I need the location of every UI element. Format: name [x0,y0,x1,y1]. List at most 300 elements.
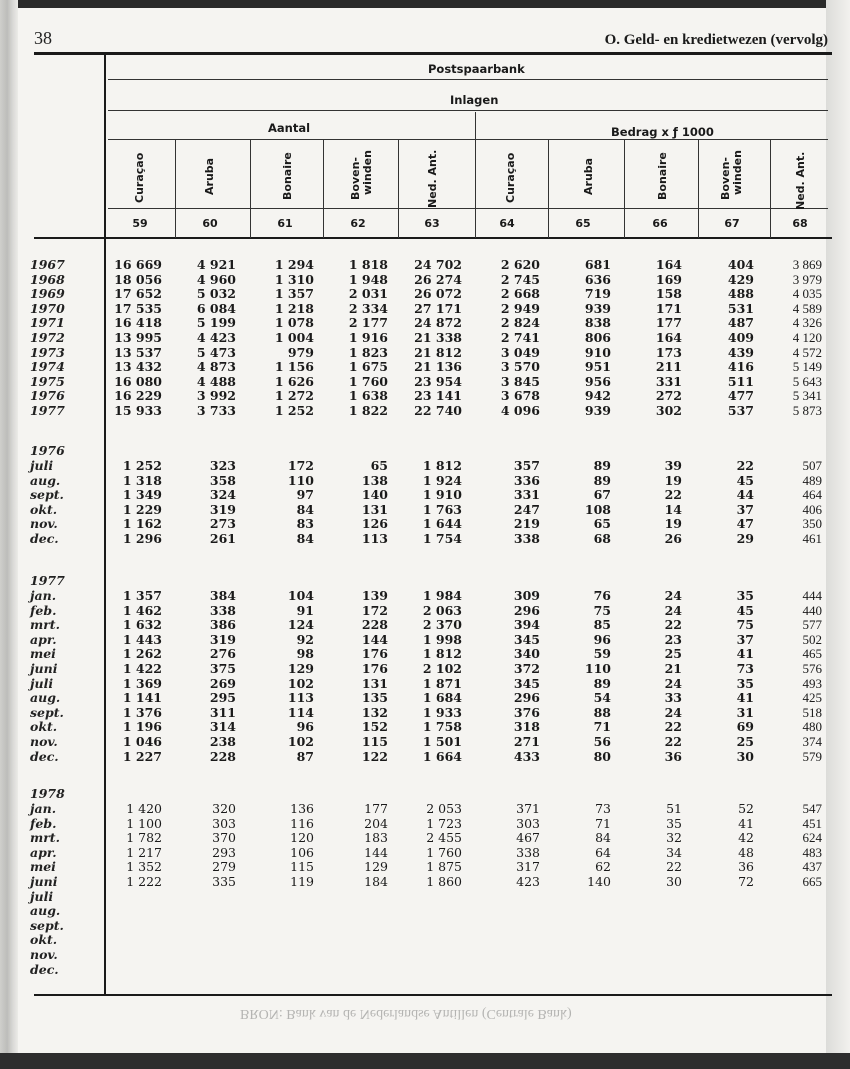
table-cell: 85 [593,617,611,633]
col-divider [624,140,625,238]
table-cell: 31 [736,704,754,720]
table-cell: 75 [736,617,754,633]
table-cell: 69 [736,719,754,735]
table-cell: 1 875 [426,859,462,875]
table-cell: 84 [296,501,314,517]
table-cell: 129 [364,859,388,875]
table-cell: 106 [290,844,314,860]
table-cell: 302 [655,403,682,418]
header-postspaarbank: Postspaarbank [428,62,525,76]
table-cell: 5 473 [196,344,236,360]
header-inlagen: Inlagen [450,93,499,107]
table-cell: 102 [287,675,314,691]
table-cell: 1 217 [126,844,162,860]
row-label: apr. [30,631,57,647]
table-cell: 144 [364,844,388,860]
col-divider [398,140,399,238]
table-cell: 25 [736,734,754,749]
table-cell: 27 171 [414,300,462,316]
col-label-curacao-bedrag: Curaçao [504,152,517,203]
table-cell: 64 [595,844,611,860]
table-cell: 1 156 [274,359,314,375]
table-cell: 80 [593,748,611,764]
col-label-curacao-aantal: Curaçao [133,152,146,203]
table-cell: 136 [290,801,314,816]
table-cell: 238 [209,734,236,749]
table-cell: 89 [593,675,611,691]
table-cell: 296 [513,690,540,706]
table-cell: 176 [361,646,388,662]
table-cell: 56 [593,734,611,749]
table-cell: 22 [666,859,682,875]
table-cell: 5 873 [792,403,822,418]
table-cell: 507 [802,458,822,473]
row-label: okt. [30,501,58,517]
row-label: aug. [30,472,61,488]
table-cell: 293 [212,844,236,860]
table-cell: 13 432 [114,359,162,375]
col-label-bonaire-bedrag: Bonaire [656,152,669,200]
table-cell: 42 [738,830,754,846]
table-cell: 102 [287,734,314,749]
table-cell: 350 [802,516,822,532]
table-cell: 13 537 [114,344,162,360]
row-label: nov. [30,516,58,532]
table-cell: 467 [516,830,540,846]
table-cell: 83 [296,516,314,532]
table-cell: 276 [209,646,236,662]
row-label: 1967 [30,257,65,272]
table-cell: 331 [513,487,540,503]
table-cell: 131 [361,501,388,517]
table-cell: 319 [209,631,236,647]
table-cell: 425 [802,690,822,706]
table-cell: 404 [727,257,754,272]
table-cell: 406 [802,501,822,517]
table-cell: 376 [513,704,540,720]
row-label: sept. [30,487,64,503]
col-label-bovenwinden-bedrag-2: winden [731,150,744,195]
row-label: feb. [30,602,57,618]
table-cell: 319 [209,501,236,517]
table-cell: 122 [361,748,388,764]
table-cell: 73 [736,661,754,676]
table-cell: 126 [361,516,388,532]
table-cell: 1 318 [122,472,162,488]
table-cell: 37 [736,501,754,517]
table-cell: 1 352 [126,859,162,875]
table-cell: 26 072 [414,286,462,302]
col-divider [323,140,324,238]
table-cell: 172 [287,458,314,473]
table-cell: 1 782 [126,830,162,846]
table-cell: 1 812 [422,646,462,662]
table-cell: 132 [361,704,388,720]
table-cell: 518 [802,704,822,720]
table-cell: 41 [736,690,754,706]
row-label: juni [30,874,58,889]
table-cell: 13 995 [114,330,162,345]
table-cell: 939 [584,403,611,418]
table-cell: 2 053 [426,801,462,816]
table-cell: 1 822 [348,403,388,418]
table-cell: 1 760 [348,373,388,389]
table-cell: 1 227 [122,748,162,764]
table-cell: 35 [666,815,682,831]
table-cell: 279 [212,859,236,875]
table-cell: 184 [364,874,388,889]
table-cell: 2 031 [348,286,388,302]
col-number: 62 [350,217,366,230]
table-cell: 5 199 [196,315,236,331]
table-cell: 1 294 [274,257,314,272]
table-cell: 5 643 [792,373,822,389]
table-cell: 1 933 [422,704,462,720]
header-bottom-rule [34,237,832,239]
table-cell: 269 [209,675,236,691]
table-cell: 21 [664,661,682,676]
col-label-bovenwinden-aantal-2: winden [361,150,374,195]
table-cell: 104 [287,588,314,603]
row-label: aug. [30,903,61,919]
table-cell: 296 [513,602,540,618]
table-cell: 314 [209,719,236,735]
table-cell: 338 [209,602,236,618]
table-cell: 1 501 [422,734,462,749]
table-cell: 113 [361,531,388,546]
table-cell: 119 [290,874,314,889]
table-cell: 335 [212,874,236,889]
table-cell: 681 [584,257,611,272]
table-cell: 3 678 [500,388,540,404]
table-cell: 624 [802,830,822,846]
table-cell: 247 [513,501,540,517]
section-year-label: 1976 [30,443,65,459]
table-cell: 531 [727,300,754,316]
table-cell: 140 [587,874,611,889]
table-cell: 88 [593,704,611,720]
table-cell: 4 873 [196,359,236,375]
row-label: juli [30,458,54,473]
table-cell: 295 [209,690,236,706]
table-cell: 110 [584,661,611,676]
table-cell: 1 218 [274,300,314,316]
table-cell: 951 [584,359,611,375]
table-cell: 4 120 [792,330,822,345]
table-cell: 173 [655,344,682,360]
table-cell: 21 812 [414,344,462,360]
table-cell: 1 910 [422,487,462,503]
table-cell: 84 [296,531,314,546]
table-cell: 177 [655,315,682,331]
header-aantal: Aantal [268,121,311,135]
table-cell: 45 [736,472,754,488]
col-number: 65 [575,217,591,230]
table-cell: 4 572 [792,344,822,360]
table-cell: 374 [802,734,822,749]
table-cell: 71 [595,815,611,831]
table-cell: 1 684 [422,690,462,706]
table-cell: 16 080 [114,373,162,389]
table-cell: 19 [664,472,682,488]
table-cell: 2 741 [500,330,540,345]
row-label: nov. [30,734,58,749]
header-bedrag: Bedrag x ƒ 1000 [611,125,714,139]
table-cell: 228 [361,617,388,633]
table-cell: 152 [361,719,388,735]
col-number: 68 [792,217,808,230]
table-cell: 1 046 [122,734,162,749]
table-cell: 129 [287,661,314,676]
col-divider [175,140,176,238]
table-cell: 32 [666,830,682,846]
table-cell: 26 274 [414,271,462,287]
table-cell: 719 [584,286,611,302]
table-cell: 942 [584,388,611,404]
table-cell: 3 979 [792,271,822,287]
row-label: 1976 [30,388,65,404]
table-cell: 320 [212,801,236,816]
table-cell: 806 [584,330,611,345]
table-cell: 22 [664,617,682,633]
table-cell: 3 733 [196,403,236,418]
table-cell: 1 644 [422,516,462,532]
table-cell: 1 296 [122,531,162,546]
facing-page-edge [826,0,850,1069]
row-label: 1973 [30,344,65,360]
table-cell: 303 [212,815,236,831]
table-cell: 370 [212,830,236,846]
col-label-bonaire-aantal: Bonaire [281,152,294,200]
table-cell: 144 [361,631,388,647]
table-cell: 371 [516,801,540,816]
table-cell: 311 [209,704,236,720]
col-label-nedant-bedrag: Ned. Ant. [794,151,807,210]
table-cell: 1 357 [122,588,162,603]
table-cell: 164 [655,330,682,345]
table-cell: 4 423 [196,330,236,345]
table-cell: 115 [290,859,314,875]
table-cell: 1 916 [348,330,388,345]
table-cell: 30 [666,874,682,889]
table-cell: 1 758 [422,719,462,735]
table-cell: 62 [595,859,611,875]
table-cell: 331 [655,373,682,389]
header-rule-3 [108,139,828,140]
col-label-aruba-aantal: Aruba [203,157,216,195]
table-cell: 1 162 [122,516,162,532]
bleed-through-text: BRON: Bank van de Nederlandse Antillen (Centrale Bank) [240,1006,572,1021]
row-label: mrt. [30,830,60,846]
row-label: 1977 [30,403,65,418]
table-cell: 35 [736,675,754,691]
col-divider [250,140,251,238]
table-cell: 502 [802,631,822,647]
table-cell: 24 [664,675,682,691]
table-cell: 89 [593,458,611,473]
table-cell: 340 [513,646,540,662]
table-cell: 1 860 [426,874,462,889]
table-cell: 577 [802,617,822,633]
row-label: 1974 [30,359,65,375]
table-cell: 409 [727,330,754,345]
table-cell: 511 [727,373,754,389]
table-cell: 4 326 [792,315,822,331]
table-cell: 939 [584,300,611,316]
table-cell: 24 [664,602,682,618]
table-cell: 4 589 [792,300,822,316]
table-cell: 1 443 [122,631,162,647]
table-cell: 487 [727,315,754,331]
table-cell: 171 [655,300,682,316]
table-cell: 358 [209,472,236,488]
col-number: 61 [277,217,293,230]
table-cell: 480 [802,719,822,735]
table-cell: 2 668 [500,286,540,302]
table-cell: 1 984 [422,588,462,603]
table-cell: 2 334 [348,300,388,316]
table-cell: 273 [209,516,236,532]
table-cell: 14 [664,501,682,517]
table-cell: 838 [584,315,611,331]
table-cell: 576 [802,661,822,676]
running-head: O. Geld- en kredietwezen (vervolg) [604,32,828,48]
col-divider [770,140,771,238]
row-label: mei [30,646,56,662]
table-cell: 1 252 [122,458,162,473]
table-cell: 84 [595,830,611,846]
table-cell: 16 418 [114,315,162,331]
table-cell: 1 754 [422,531,462,546]
table-cell: 1 222 [126,874,162,889]
table-cell: 483 [802,844,822,860]
table-cell: 303 [516,815,540,831]
row-label: sept. [30,917,64,933]
table-cell: 29 [736,531,754,546]
table-cell: 3 049 [500,344,540,360]
row-label: 1971 [30,315,65,331]
table-cell: 416 [727,359,754,375]
table-cell: 1 638 [348,388,388,404]
table-cell: 1 823 [348,344,388,360]
table-cell: 138 [361,472,388,488]
header-rule-1 [108,79,828,80]
table-cell: 345 [513,631,540,647]
table-cell: 1 723 [426,815,462,831]
table-cell: 36 [738,859,754,875]
table-cell: 120 [290,830,314,846]
table-cell: 72 [738,874,754,889]
table-cell: 2 620 [500,257,540,272]
table-cell: 98 [296,646,314,662]
row-label: juli [30,888,54,904]
table-cell: 54 [593,690,611,706]
table-cell: 96 [593,631,611,647]
table-cell: 1 196 [122,719,162,735]
table-cell: 665 [802,874,822,889]
table-cell: 135 [361,690,388,706]
table-cell: 1 422 [122,661,162,676]
table-cell: 25 [664,646,682,662]
table-cell: 22 [664,719,682,735]
table-cell: 116 [290,815,314,831]
table-cell: 5 149 [792,359,822,375]
col-label-bovenwinden-aantal-1: Boven- [349,157,362,200]
table-cell: 338 [516,844,540,860]
row-label: sept. [30,704,64,720]
table-cell: 21 136 [414,359,462,375]
table-cell: 23 [664,631,682,647]
table-cell: 114 [287,704,314,720]
row-label: 1970 [30,300,65,316]
table-cell: 1 310 [274,271,314,287]
table-cell: 1 252 [274,403,314,418]
table-cell: 372 [513,661,540,676]
table-cell: 2 745 [500,271,540,287]
col-number: 60 [202,217,218,230]
table-cell: 34 [666,844,682,860]
row-label: 1972 [30,330,65,345]
table-cell: 461 [802,531,822,546]
table-cell: 477 [727,388,754,404]
table-cell: 2 455 [426,830,462,846]
table-cell: 3 992 [196,388,236,404]
table-cell: 71 [593,719,611,735]
row-label: 1969 [30,286,65,302]
row-label: 1968 [30,271,65,287]
table-cell: 169 [655,271,682,287]
table-cell: 1 818 [348,257,388,272]
table-cell: 16 669 [114,257,162,272]
table-cell: 489 [802,472,822,488]
row-label: 1975 [30,373,65,389]
table-cell: 384 [209,588,236,603]
table-cell: 22 [736,458,754,473]
table-cell: 176 [361,661,388,676]
table-cell: 1 100 [126,815,162,831]
table-cell: 1 664 [422,748,462,764]
table-cell: 18 056 [114,271,162,287]
table-cell: 437 [802,859,822,875]
table-cell: 1 760 [426,844,462,860]
table-cell: 65 [370,458,388,473]
col-number: 66 [652,217,668,230]
table-cell: 47 [736,516,754,532]
table-cell: 1 004 [274,330,314,345]
table-cell: 1 812 [422,458,462,473]
row-label: juni [30,661,58,676]
col-divider [698,140,699,238]
table-cell: 345 [513,675,540,691]
table-cell: 65 [593,516,611,532]
table-cell: 164 [655,257,682,272]
scan-bottom-edge [0,1053,850,1069]
table-cell: 317 [516,859,540,875]
table-cell: 439 [727,344,754,360]
table-cell: 4 035 [792,286,822,302]
table-cell: 1 626 [274,373,314,389]
table-cell: 211 [655,359,682,375]
table-cell: 357 [513,458,540,473]
row-label: jan. [30,801,57,816]
table-cell: 1 272 [274,388,314,404]
table-cell: 219 [513,516,540,532]
table-cell: 2 949 [500,300,540,316]
table-cell: 1 462 [122,602,162,618]
table-cell: 140 [361,487,388,503]
table-cell: 45 [736,602,754,618]
table-cell: 24 872 [414,315,462,331]
